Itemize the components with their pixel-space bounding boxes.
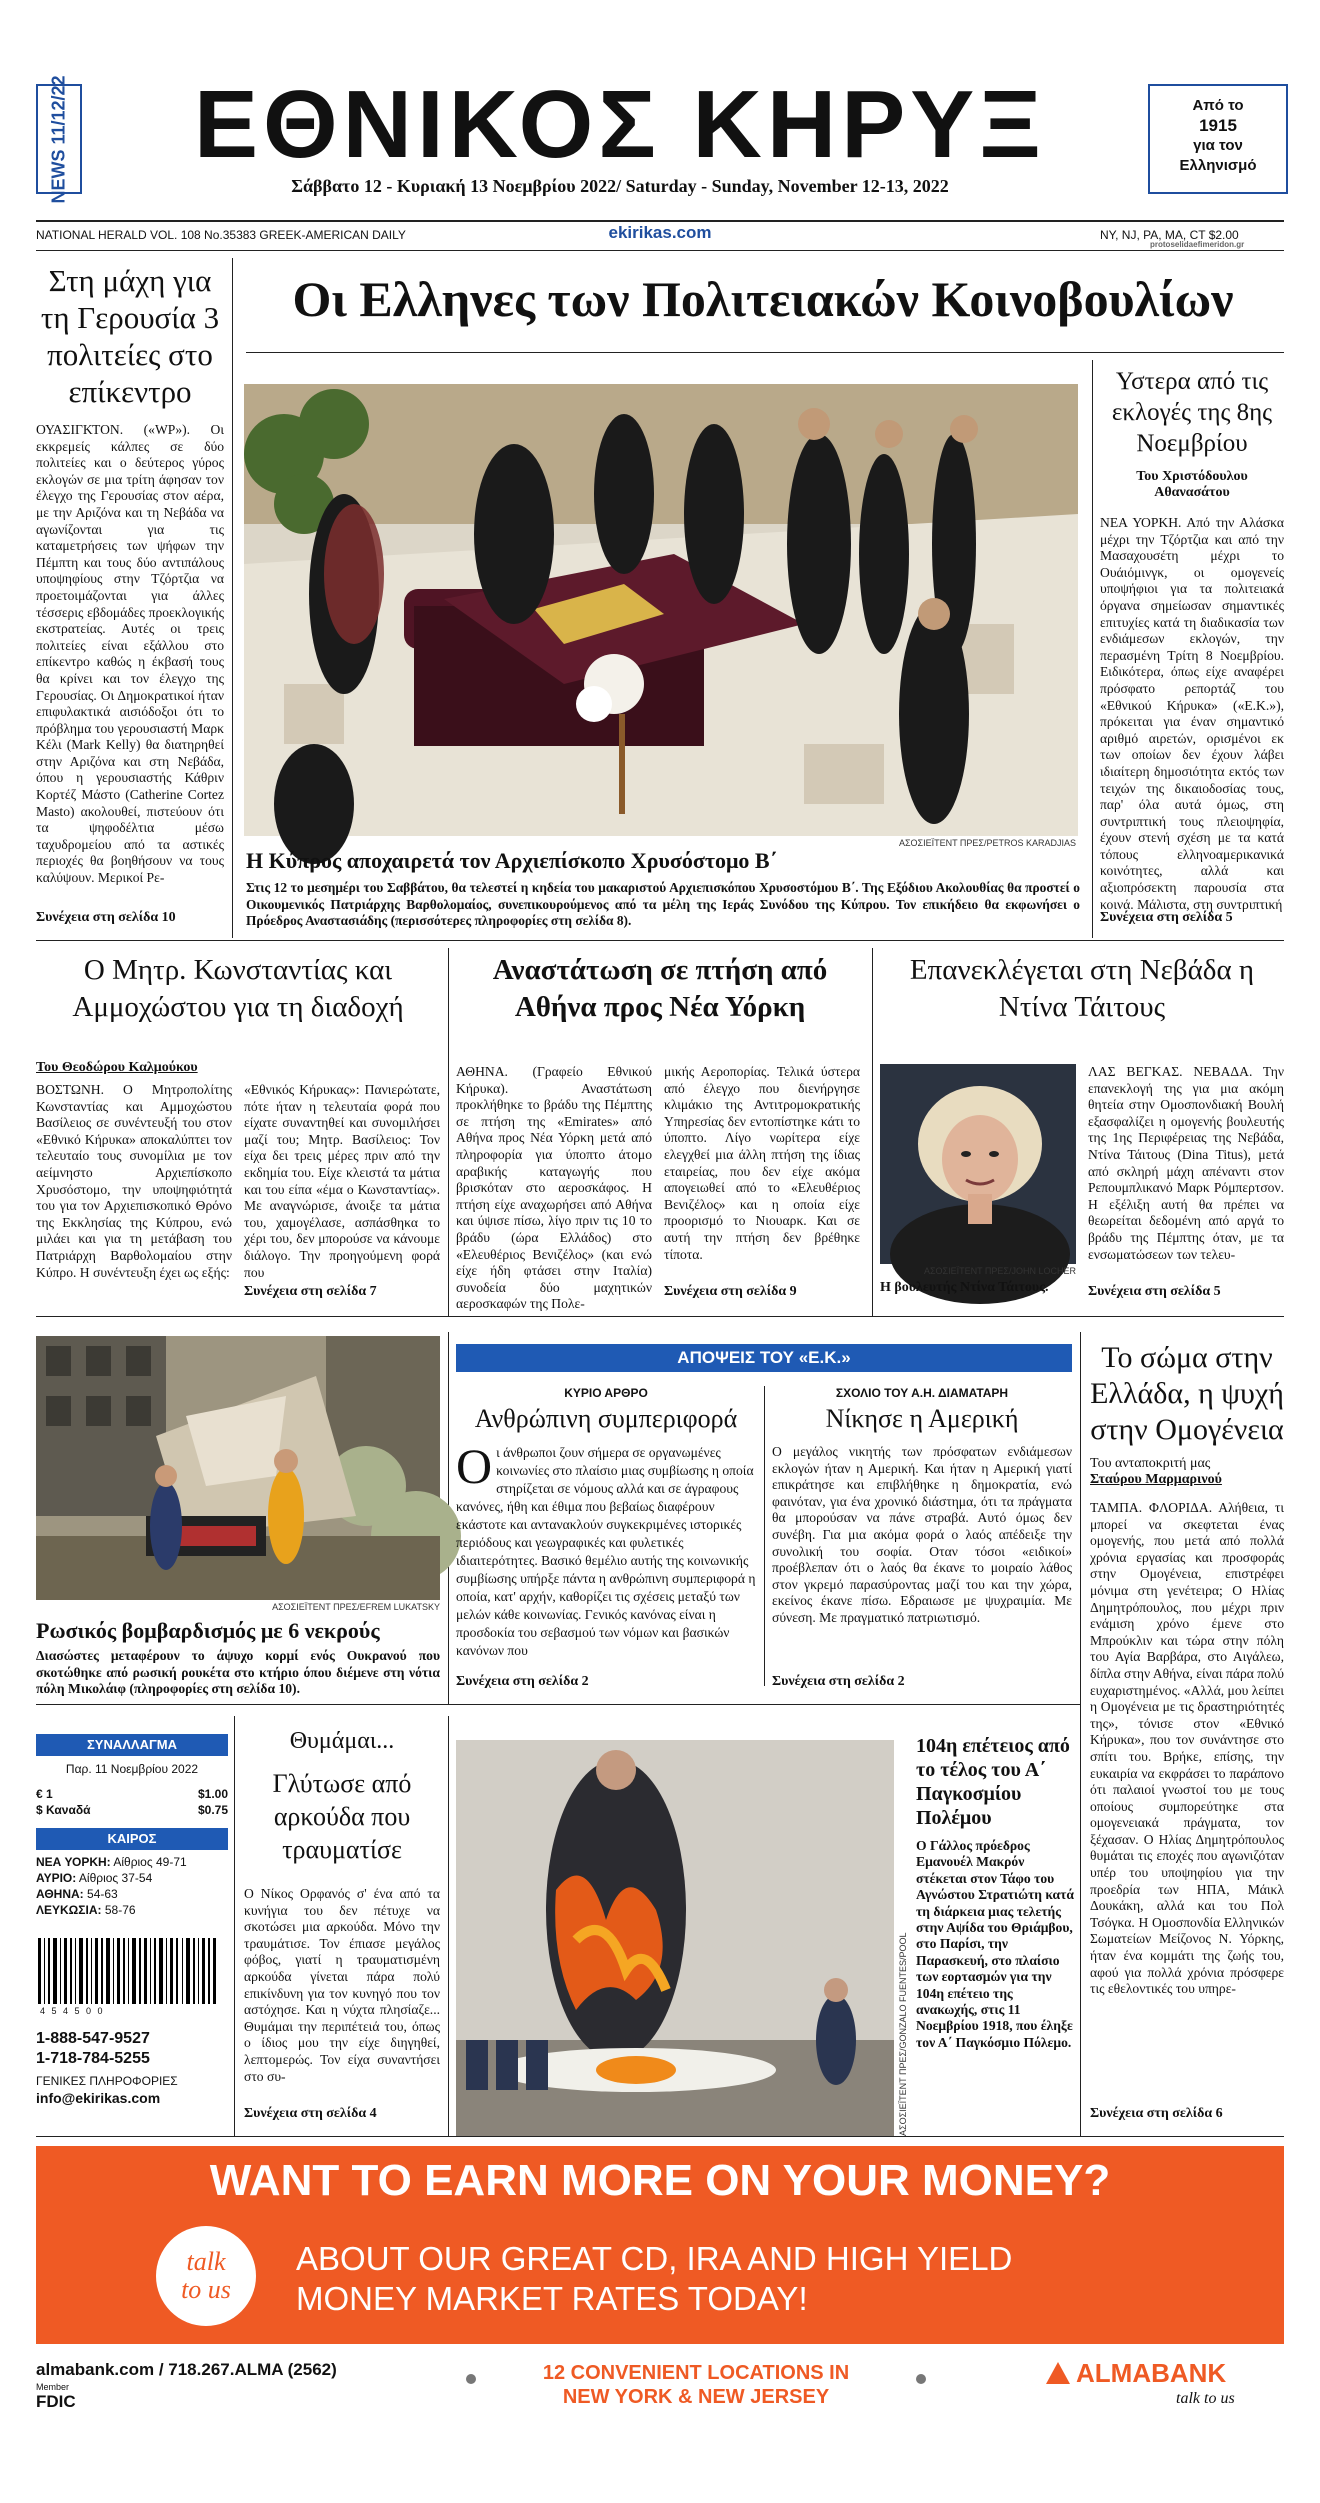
- news-date-tag: [36, 74, 82, 204]
- exchange-header: ΣΥΝΑΛΛΑΓΜΑ: [36, 1734, 228, 1756]
- barcode: [36, 1934, 228, 2020]
- weather-header: ΚΑΙΡΟΣ: [36, 1828, 228, 1850]
- ad-footer: [36, 2348, 1284, 2418]
- body: Ο Νίκος Ορφανός σ' ένα από τα κυνήγια του δεν πέτυχε να σκοτώσει μια αρκούδα. Μόνο την τραυμάτισε. Τον έπιασε μεγάλος φόβος, γιατί η τραυματισμένη αρκούδα γίνεται πάρα πολύ επικίνδυνη για τον κυνηγό που τον αστόχησε. Και η νύχτα πλησίαζε... Θυμάμαι την περιπέτειά του, όπως ο ίδιος μου την είχε διηγηθεί, λεπτομερώς. Τον είχα συναντήσει στο συ-: [244, 1886, 440, 2084]
- byline-prefix: Του Χριστόδουλου: [1136, 469, 1248, 484]
- weather-row: [36, 1886, 228, 1902]
- since-line1: Από το: [1192, 97, 1244, 114]
- fdic-member: Member: [36, 2382, 70, 2392]
- exchange-row: [36, 1802, 228, 1818]
- titus-portrait-svg: [880, 1064, 1076, 1264]
- weather-row: [36, 1870, 228, 1886]
- body: ΝΕΑ ΥΟΡΚΗ. Από την Αλάσκα μέχρι την Τζόρτζια και από την Μασαχουσέτη μέχρι το Ουάιόμινγκ, οι ομογενείς υποψήφιοι για τα πολιτειακά όργανα σημείωσαν σημαντικές επιτυχίες κατά τη διαδικασία των ενδιάμεσων εκλογών, την περασμένη Τρίτη 8 Νοεμβρίου. Ειδικότερα, όπως είχε αναφέρει πρόσφατο ρεπορτάζ του «Εθνικού Κήρυκα» («Ε.Κ.»), πρόκειται για έναν σημαντικό αριθμό αιρετών, ορισμένοι εκ των οποίων δεν έχουν λάβει ιδιαίτερη δημοσιότητα εκτός των τειχών της δικαιοδοσίας τους, παρ' όλα αυτά όμως, στη συντριπτική τους πλειοψηφία, έχουν στενή σχέση με τα κατά τόπους ελληνοαμερικανικά κοινότητες, αλλά και αξιοπρόσεκτη παρουσία στα κοινά. Μάλιστα, στη συντριπτική: [1100, 515, 1284, 912]
- news-date-tag-text: NEWS 11/12/22: [48, 74, 69, 204]
- body: Ο Γάλλος πρόεδρος Εμανουέλ Μακρόν στέκεται στον Τάφο του Αγνώστου Στρατιώτη κατά τη διάρκεια μιας τελετής στην Αψίδα του Θριάμβου, στο Παρίσι, την Παρασκευή, στο πλαίσιο των εορτασμών για την 104η επέτειο της ανακωχής, στις 11 Νοεμβρίου 1918, που έληξε τον Α΄ Παγκόσμιο Πόλεμο.: [916, 1838, 1074, 2050]
- opinion-header: ΑΠΟΨΕΙΣ ΤΟΥ «Ε.Κ.»: [456, 1344, 1072, 1372]
- row-label: € 1: [36, 1787, 53, 1801]
- byline-name: Αθανασάτου: [1154, 485, 1230, 500]
- archbishop-caption-body: Στις 12 το μεσημέρι του Σαββάτου, θα τελεστεί η κηδεία του μακαριστού Αρχιεπισκόπου Χρυσοστόμου Β΄. Της Εξόδιου Ακολουθίας θα προστεί ο Οικουμενικός Πατριάρχης Βαρθολομαίος, συνεπικουρούμενος από τα μέλη της Ιεράς Συνόδου της Κύπρου. Τον επικήδειο θα εκφωνήσει ο Πρόεδρος Αναστασιάδης (περισσότερες πληροφορίες στη σελίδα 8).: [246, 880, 1080, 929]
- story-senate: [36, 262, 224, 886]
- row-value: Αίθριος 37-54: [78, 1871, 153, 1885]
- macron-photo: [456, 1740, 894, 2136]
- nevada-credit: ΑΣΟΣΙΕΪΤΕΝΤ ΠΡΕΣ/JOHN LOCHER: [923, 1266, 1076, 1276]
- phone-2[interactable]: 1-718-784-5255: [36, 2050, 150, 2067]
- headline[interactable]: 104η επέτειος από το τέλος του Α΄ Παγκοσμίου Πολέμου: [916, 1735, 1070, 1829]
- bullet-left: [466, 2374, 476, 2384]
- badge-line1: talk: [186, 2247, 226, 2276]
- ad-body-line2: MONEY MARKET RATES TODAY!: [296, 2280, 808, 2317]
- website-link[interactable]: ekirikas.com: [608, 223, 712, 242]
- succession-body-col2: «Εθνικός Κήρυκας»: Πανιερώτατε, πότε ήταν η τελευταία φορά που είχατε συναντηθεί και συνομιλήσει μαζί του; Μητρ. Βασίλειος: Τον είχα δει τρεις μέρες πριν από την εκδημία του. Είχε κλειστά τα μάτια και του είπα «έμα ο Κωνσταντίας». Με αναγνώρισε, άνοιξε τα μάτια του, χαμογέλασε, ασπάσθηκα το χέρι του, δεν μπορούσε να κάνουμε διάλογο. Την προηγούμενη φορά που: [244, 1082, 440, 1280]
- nevada-caption: Η βουλευτής Ντίνα Τάιτους.: [880, 1280, 1049, 1295]
- row-value: 58-76: [104, 1903, 136, 1917]
- row-value: Αίθριος 49-71: [113, 1855, 187, 1869]
- exchange-table: [36, 1786, 228, 1818]
- elections-continue[interactable]: Συνέχεια στη σελίδα 5: [1100, 910, 1233, 925]
- flight-continue[interactable]: Συνέχεια στη σελίδα 9: [664, 1284, 797, 1299]
- price-info: NY, NJ, PA, MA, CT $2.00: [1100, 228, 1239, 242]
- since-line3: Ελληνισμό: [1179, 157, 1257, 174]
- body: ΟΥΑΣΙΓΚΤΟΝ. («WP»). Οι εκκρεμείς κάλπες σε δύο πολιτείες και ο δεύτερος γύρος εκλογών σε μια τρίτη άφησαν τον έλεγχο της Γερουσίας στον αέρα, με την Αριζόνα και τη Νεβάδα να αγωνίζονται για τις καταμετρήσεις των ψήφων την Πέμπτη και τους δύο αντιπάλους υποψηφίους στην Τζόρτζια να προετοιμάζονται για άλλες τέσσερις εβδομάδες προεκλογικής εκστρατείας. Αυτές οι τρεις πολιτείες είναι εξάλλου στο επίκεντρο καθώς η έκβασή τους θα κρίνει και τον έλεγχο της Γερουσίας. Οι Δημοκρατικοί ήταν επιφυλακτικά αισιόδοξοι ότι το πρόβλημα του γερουσιαστή Μαρκ Κέλι (Mark Kelly) θα διατηρηθεί στην Αριζόνα και στη Νεβάδα, όπου η γερουσιαστής Κάθριν Κορτέζ Μάστο (Catherine Cortez Masto) ακολουθεί, πιστεύουν ότι τα ψηφοδέλτια μέσω ταχυδρομείου από τα αστικές περιοχές θα βοηθήσουν να τους καλύψουν. Μερικοί Ρε-: [36, 422, 224, 886]
- brand-tagline: talk to us: [1176, 2390, 1235, 2407]
- weather-row: [36, 1854, 228, 1870]
- ad-body-line1: ABOUT OUR GREAT CD, IRA AND HIGH YIELD: [296, 2240, 1013, 2277]
- row-value: $1.00: [197, 1787, 228, 1801]
- kicker: Θυμάμαι...: [289, 1728, 395, 1754]
- opinion-col1-text: [456, 1438, 756, 1670]
- funeral-scene-svg: [244, 384, 1078, 836]
- ukraine-headline[interactable]: Ρωσικός βομβαρδισμός με 6 νεκρούς: [36, 1618, 380, 1643]
- bear-continue[interactable]: Συνέχεια στη σελίδα 4: [244, 2106, 377, 2121]
- story-body-soul: [1090, 1340, 1284, 2048]
- talk-to-us-badge: [156, 2226, 256, 2326]
- row-label: ΑΘΗΝΑ:: [36, 1887, 84, 1901]
- bombing-scene-svg: [36, 1336, 440, 1600]
- senate-continue[interactable]: Συνέχεια στη σελίδα 10: [36, 910, 176, 925]
- opinion-col2-kicker: ΣΧΟΛΙΟ ΤΟΥ Α.Η. ΔΙΑΜΑΤΑΡΗ: [835, 1386, 1009, 1400]
- nevada-continue[interactable]: Συνέχεια στη σελίδα 5: [1088, 1284, 1221, 1299]
- ad-headline: WANT TO EARN MORE ON YOUR MONEY?: [209, 2156, 1111, 2205]
- row-label: ΛΕΥΚΩΣΙΑ:: [36, 1903, 102, 1917]
- row-label: ΝΕΑ ΥΟΡΚΗ:: [36, 1855, 111, 1869]
- row-label: $ Καναδά: [36, 1803, 91, 1817]
- ukraine-body: Διασώστες μεταφέρουν το άψυχο κορμί ενός Ουκρανού που σκοτώθηκε από ρωσική ρουκέτα στο κτήριο όπου διέμενε στη νότια πόλη Μικολάιφ (πληροφορίες στη σελίδα 10).: [36, 1648, 440, 1697]
- archbishop-funeral-photo: [244, 384, 1078, 836]
- opinion-col2-continue[interactable]: Συνέχεια στη σελίδα 2: [772, 1674, 905, 1689]
- body: ΤΑΜΠΑ. ΦΛΟΡΙΔΑ. Αλήθεια, τι μπορεί να σκεφτεται ένας ομογενής, που μετά από πολλά χρόνια εργασίας και προσφοράς στην Ομογένεια, επιστρέφει μόνιμα στη γενέτειρα; Ο Ηλίας Δημητρόπουλος, που μέχρι πριν ενάμιση χρόνο έμενε στο Μπρούκλιν και τώρα στην πόλη του Αγία Βαρβάρα, στο Αιγάλεω, δίπλα στην Αθήνα, είναι πάρα πολύ ευχαριστημένος. «Αλλά, μου λείπει η Ομογένεια με τις δραστηριότητές της», τόνισε στον «Εθνικό Κήρυκα», που τον συνάντησε στο σπίτι του. Βρήκε, επίσης, την ευκαιρία να εκφράσει το παράπονο ότι παλαιοί γνωστοί του με τους οποίους συμπορεύτηκε στα ομογενειακά πράγματα, τον ξέχασαν. Ο Ηλίας Δημητρόπουλος θυμάται τις εποχές που αγωνιζόταν υπέρ του υποψηφίου για την προεδρία των ΗΠΑ, Μάικλ Δουκάκη, αλλά και του Πολ Τσόγκα. Η Ομοσπονδία Ελληνικών Σωματείων Μείζονος Ν. Υόρκης, ήταν ένα κομμάτι της ζωής του, αφού για πολλά χρόνια πρόσφερε τις εθελοντικές του υπηρε-: [1090, 1500, 1284, 1997]
- flight-headline[interactable]: Αναστάτωση σε πτήση από Αθήνα προς Νέα Υόρκη: [492, 954, 828, 1023]
- weather-table: [36, 1854, 228, 1918]
- alma-bank-ad[interactable]: [36, 2146, 1284, 2344]
- dropcap: Ο: [456, 1438, 493, 1494]
- locations-line1: 12 CONVENIENT LOCATIONS IN: [542, 2362, 850, 2384]
- titus-photo: [880, 1064, 1076, 1264]
- ukraine-photo: [36, 1336, 440, 1600]
- row-value: $0.75: [197, 1803, 228, 1817]
- opinion-col1-body: ι άνθρωποι ζουν σήμερα σε οργανωμένες κοινωνίες στο πλαίσιο μιας συμβίωσης η οποία στηρίζεται σε νόμους αλλά και σε άγραφους κανόνες, ήθη και έθιμα που βεβαίως διαφέρουν εκάστοτε και αντανακλούν συγκεκριμένες ιστορικές περιόδους και γεωγραφικές και φυλετικές ιδιαιτερότητες. Βασικό θεμέλιο αυτής της κοινωνικής συμβίωσης υπήρξε πάντα η ανθρώπινη συμπεριφορά η οποία, κατ' αρχήν, καθορίζει τις σχέσεις μεταξύ των μελών κάθε κοινωνίας. Γενικός κανόνας είναι η προσδοκία του σεβασμού των νόμων και βασικών κανόνων που: [456, 1445, 756, 1658]
- byline-prefix: Του ανταποκριτή μας: [1090, 1456, 1211, 1471]
- exchange-row: [36, 1786, 228, 1802]
- since-line2: για τον: [1193, 137, 1243, 154]
- since-box: [1148, 84, 1288, 194]
- weather-row: [36, 1902, 228, 1918]
- volume-info: NATIONAL HERALD VOL. 108 No.35383 GREEK-AMERICAN DAILY: [36, 228, 406, 242]
- info-email[interactable]: info@ekirikas.com: [36, 2090, 161, 2106]
- headline[interactable]: Γλύτωσε από αρκούδα που τραυματίσε: [272, 1769, 412, 1864]
- story-elections: [1100, 366, 1284, 912]
- barcode-number: 4 5 4 5 0 0: [40, 2006, 105, 2016]
- macron-credit: ΑΣΟΣΙΕΪΤΕΝΤ ΠΡΕΣ/GONZALO FUENTES/POOL: [898, 1932, 908, 2136]
- archbishop-credit: ΑΣΟΣΙΕΪΤΕΝΤ ΠΡΕΣ/PETROS KARADJIAS: [898, 838, 1076, 848]
- fdic-logo: FDIC: [36, 2392, 76, 2411]
- row-value: 54-63: [87, 1887, 118, 1901]
- opinion-col2-headline[interactable]: Νίκησε η Αμερική: [825, 1404, 1019, 1433]
- watermark: protoselidaefimeridon.gr: [1150, 240, 1245, 249]
- row-label: ΑΥΡΙΟ:: [36, 1871, 77, 1885]
- flight-body-col2: μικής Αεροπορίας. Τελικά ύστερα από έλεγχο που διενήργησε κλιμάκιο της Αντιτρομοκρατικής Υπηρεσίας δεν εντοπίστηκε κάτι το ύποπτο. Λίγο νωρίτερα είχε ελεγχθεί μια άλλη πτήση της ίδιας εταιρείας, που δεν είχε ακόμα απογειωθεί από το «Ελευθέριος Βενιζέλος» και η οποία είχε προορισμό το Νιουαρκ. Και σε αυτή την πτήση δεν βρέθηκε τίποτα.: [664, 1064, 860, 1262]
- opinion-col2-body: Ο μεγάλος νικητής των πρόσφατων ενδιάμεσων εκλογών ήταν η Αμερική. Και ήταν η Αμερική γιατί επικράτησε και επιβλήθηκε η δημοκρατία, ενώ φαινόταν, για ένα χρονικό διάστημα, ότι τα πράγματα θα μπορούσαν να πάνε στραβά. Αυτό όμως δεν συνέβη. Για μια ακόμα φορά ο λαός απέδειξε την συνολική του σοφία. Οταν τόσοι «ειδικοί» προέβλεπαν ότι ο λαός θα έκανε το μοιραίο λάθος στον γκρεμό παρασύροντας μαζί του και την χώρα, εκείνος έκανε πίσω. Εδραιωσε με ψυχραιμία. Με σύνεση. Με πραγματικό πατριωτισμό.: [772, 1444, 1072, 1625]
- headline[interactable]: Υστερα από τις εκλογές της 8ης Νοεμβρίου: [1111, 368, 1273, 457]
- opinion-col1-kicker: ΚΥΡΙΟ ΑΡΘΡΟ: [564, 1386, 648, 1400]
- locations-line2: NEW YORK & NEW JERSEY: [562, 2386, 830, 2408]
- badge-line2: to us: [181, 2275, 231, 2304]
- succession-body-col1: ΒΟΣΤΩΝΗ. Ο Μητροπολίτης Κωνσταντίας και Αμμοχώστου Βασίλειος σε συνέντευξή του στον «Εθνικό Κήρυκα» αποκαλύπτει τον τελευταίο τους συνομίλια με τον αείμνηστο Αρχιεπίσκοπο Χρυσόστομο, την υποψηφιότητά του για τον Αρχιεπισκοπικό Θρόνο της Εκκλησίας της Κύπρου, ενώ μιλάει και για τη μετάβαση του Πατριάρχη Βαρθολομαίου στην Κύπρο. Η συνέντευξη έχει ως εξής:: [36, 1082, 232, 1280]
- nevada-body: ΛΑΣ ΒΕΓΚΑΣ. ΝΕΒΑΔΑ. Την επανεκλογή της για μια ακόμη θητεία στην Ομοσπονδιακή Βουλή εξασφαλίζει η ομογενής βουλευτής της 1ης Περιφέρειας της Νεβάδα, Ντίνα Τάιτους (Dina Titus), μετά από σκληρή μάχη απέναντι στον Ρεπουμπλικανό Μαρκ Ρόμπερτσον. Η εξέλιξη αυτή θα πρέπει να θεωρείται δεδομένη από αργά το βράδυ της Πέμπτης όταν, με τα ενσωματώσεων των τελευ-: [1088, 1064, 1284, 1262]
- masthead-date: Σάββατο 12 - Κυριακή 13 Νοεμβρίου 2022/ Saturday - Sunday, November 12-13, 2022: [291, 176, 949, 196]
- banner-headline[interactable]: Οι Ελληνες των Πολιτειακών Κοινοβουλίων: [292, 271, 1234, 327]
- alma-logo-icon: [1046, 2362, 1070, 2384]
- bullet-right: [916, 2374, 926, 2384]
- succession-headline[interactable]: Ο Μητρ. Κωνσταντίας και Αμμοχώστου για τη διαδοχή: [72, 954, 404, 1023]
- info-label: ΓΕΝΙΚΕΣ ΠΛΗΡΟΦΟΡΙΕΣ: [36, 2074, 178, 2088]
- brand-name: ALMABANK: [1076, 2358, 1227, 2388]
- ukraine-credit: ΑΣΟΣΙΕΪΤΕΝΤ ΠΡΕΣ/EFREM LUKATSKY: [272, 1602, 440, 1612]
- ceremony-scene-svg: [456, 1740, 894, 2136]
- body-soul-continue[interactable]: Συνέχεια στη σελίδα 6: [1090, 2106, 1223, 2121]
- nevada-headline[interactable]: Επανεκλέγεται στη Νεβάδα η Ντίνα Τάιτους: [909, 954, 1255, 1023]
- masthead-title[interactable]: ΕΘΝΙΚΟΣ ΚΗΡΥΞ: [193, 71, 1047, 178]
- succession-continue[interactable]: Συνέχεια στη σελίδα 7: [244, 1284, 377, 1299]
- headline[interactable]: Το σώμα στην Ελλάδα, η ψυχή στην Ομογένεια: [1090, 1341, 1284, 1446]
- phone-1[interactable]: 1-888-547-9527: [36, 2030, 150, 2047]
- flight-body-col1: ΑΘΗΝΑ. (Γραφείο Εθνικού Κήρυκα). Αναστάτωση προκλήθηκε το βράδυ της Πέμπτης σε πτήση της «Emirates» από Αθήνα προς Νέα Υόρκη μετά από πληροφορία για ύποπτο άτομο αραβικής καταγωγής που βρισκόταν στο αεροσκάφος. Η πτήση είχε αναχωρήσει από Αθήνα και ύψισε πίσω, λίγο πριν τις 10 το βράδυ (ώρα Ελλάδος) στο «Ελευθέριος Βενιζέλος» (και ενώ είχε ήδη φτάσει στην Ιταλία) συνοδεία δύο μαχητικών αεροσκαφών της Πολε-: [456, 1064, 652, 1312]
- headline[interactable]: Στη μάχη για τη Γερουσία 3 πολιτείες στο επίκεντρο: [40, 263, 220, 409]
- archbishop-caption-headline[interactable]: Η Κύπρος αποχαιρετά τον Αρχιεπίσκοπο Χρυσόστομο Β΄: [246, 848, 777, 873]
- exchange-date: Παρ. 11 Νοεμβρίου 2022: [65, 1762, 199, 1776]
- opinion-col1-continue[interactable]: Συνέχεια στη σελίδα 2: [456, 1674, 589, 1689]
- story-bear: [244, 1728, 440, 2102]
- succession-byline: Του Θεοδώρου Καλμούκου: [36, 1060, 198, 1075]
- ad-footer-contact[interactable]: almabank.com / 718.267.ALMA (2562): [36, 2360, 337, 2379]
- story-ww1: [916, 1734, 1076, 2051]
- byline-name: Σταύρου Μαρμαρινού: [1090, 1472, 1222, 1487]
- opinion-col1-headline[interactable]: Ανθρώπινη συμπεριφορά: [474, 1404, 738, 1433]
- since-year: 1915: [1199, 116, 1237, 135]
